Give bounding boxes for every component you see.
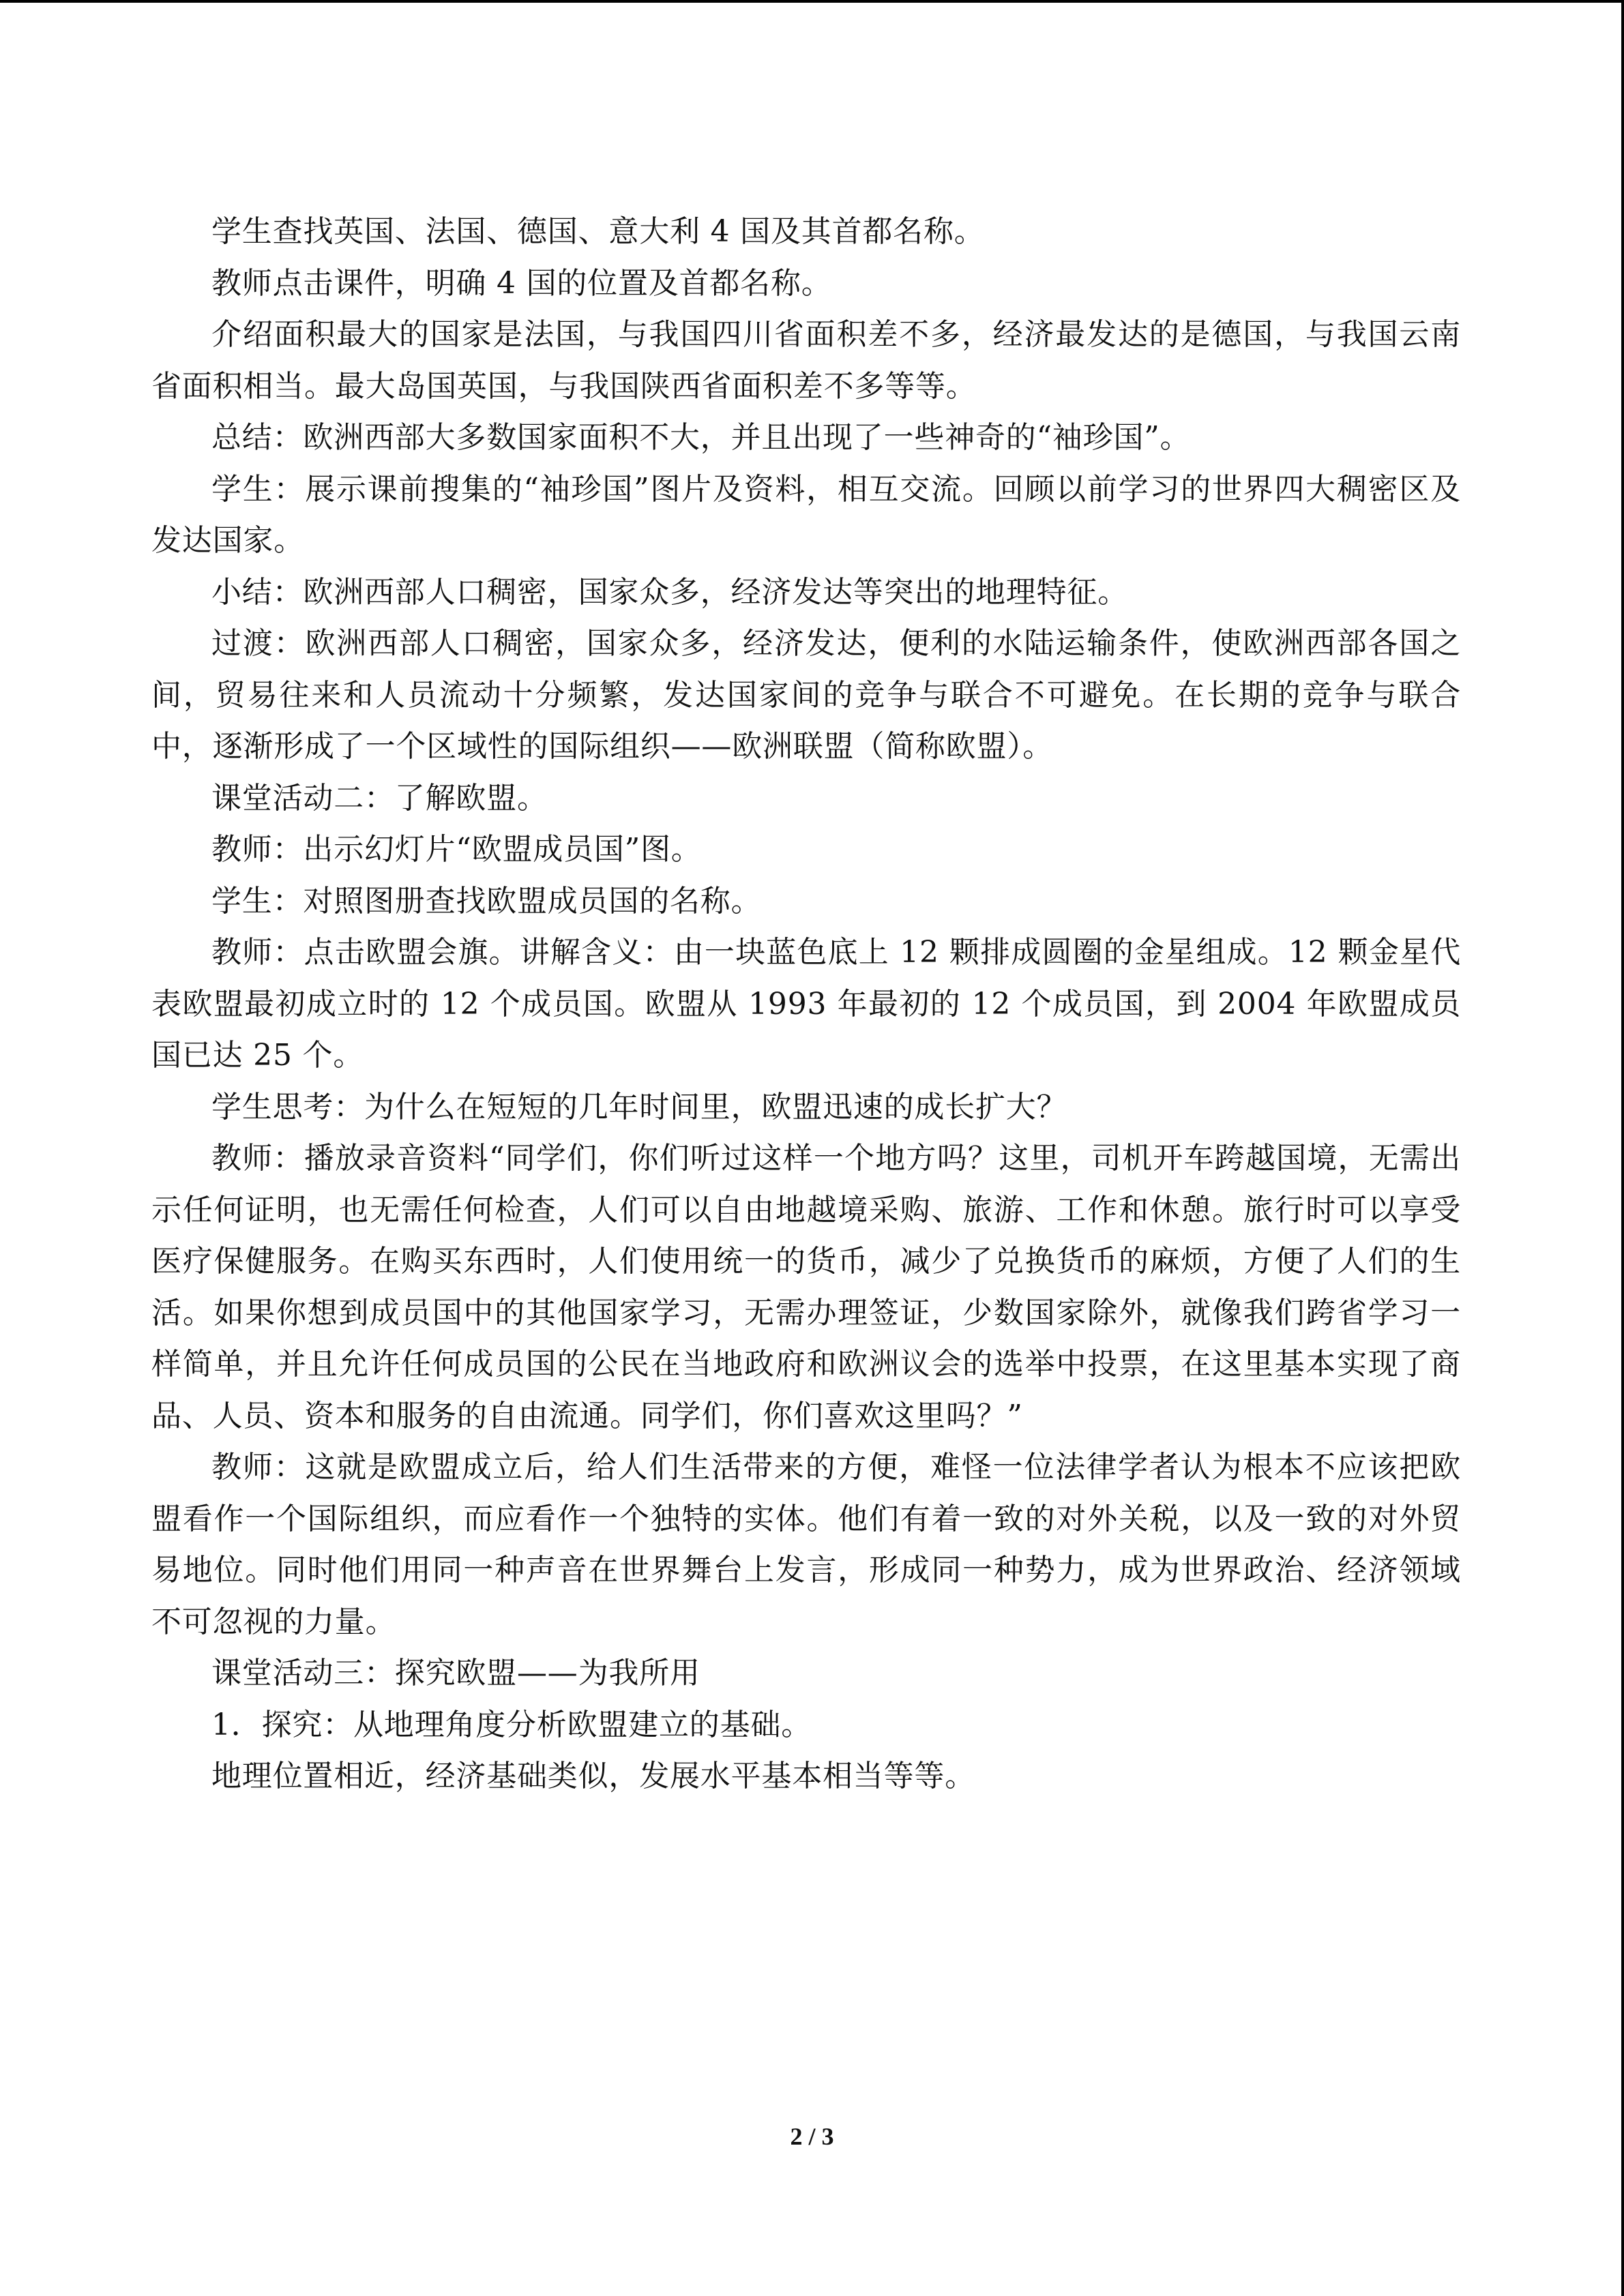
- paragraph: 介绍面积最大的国家是法国，与我国四川省面积差不多，经济最发达的是德国，与我国云南省面积相当。最大岛国英国，与我国陕西省面积差不多等等。: [151, 317, 1461, 404]
- top-border: [0, 0, 1624, 3]
- paragraph: 教师：这就是欧盟成立后，给人们生活带来的方便，难怪一位法律学者认为根本不应该把欧盟看作一个国际组织，而应看作一个独特的实体。他们有着一致的对外关税，以及一致的对外贸易地位。同时他们用同一种声音在世界舞台上发言，形成同一种势力，成为世界政治、经济领域不可忽视的力量。: [151, 1450, 1461, 1639]
- paragraph: 教师：出示幻灯片“欧盟成员国”图。: [211, 832, 702, 867]
- paragraph: 1．探究：从地理角度分析欧盟建立的基础。: [211, 1707, 812, 1742]
- paragraph: 小结：欧洲西部人口稠密，国家众多，经济发达等突出的地理特征。: [211, 574, 1128, 610]
- body-text: [151, 206, 1461, 1802]
- paragraph: 总结：欧洲西部大多数国家面积不大，并且出现了一些神奇的“袖珍国”。: [211, 420, 1191, 455]
- paragraph: 教师：点击欧盟会旗。讲解含义：由一块蓝色底上 12 颗排成圆圈的金星组成。12 颗金星代表欧盟最初成立时的 12 个成员国。欧盟从 1993 年最初的 12 个成员国，到 2004 年欧盟成员国已达 25 个。: [151, 935, 1461, 1073]
- paragraph: 地理位置相近，经济基础类似，发展水平基本相当等等。: [211, 1759, 975, 1793]
- section-heading: 课堂活动二：了解欧盟。: [211, 780, 548, 816]
- paragraph: 教师：播放录音资料“同学们，你们听过这样一个地方吗？这里，司机开车跨越国境，无需出示任何证明，也无需任何检查，人们可以自由地越境采购、旅游、工作和休憩。旅行时可以享受医疗保健服务。在购买东西时，人们使用统一的货币，减少了兑换货币的麻烦，方便了人们的生活。如果你想到成员国中的其他国家学习，无需办理签证，少数国家除外，就像我们跨省学习一样简单，并且允许任何成员国的公民在当地政府和欧洲议会的选举中投票，在这里基本实现了商品、人员、资本和服务的自由流通。同学们，你们喜欢这里吗？”: [151, 1141, 1461, 1433]
- paragraph: 学生查找英国、法国、德国、意大利 4 国及其首都名称。: [211, 214, 985, 249]
- paragraph: 过渡：欧洲西部人口稠密，国家众多，经济发达，便利的水陆运输条件，使欧洲西部各国之间，贸易往来和人员流动十分频繁，发达国家间的竞争与联合不可避免。在长期的竞争与联合中，逐渐形成了一个区域性的国际组织——欧洲联盟（简称欧盟）。: [151, 626, 1461, 764]
- section-heading: 课堂活动三：探究欧盟——为我所用: [211, 1656, 700, 1690]
- right-border: [1621, 0, 1624, 2296]
- paragraph: 学生：对照图册查找欧盟成员国的名称。: [211, 883, 762, 919]
- paragraph: 学生思考：为什么在短短的几年时间里，欧盟迅速的成长扩大？: [211, 1089, 1067, 1124]
- paragraph: 教师点击课件，明确 4 国的位置及首都名称。: [211, 265, 832, 301]
- paragraph: 学生：展示课前搜集的“袖珍国”图片及资料，相互交流。回顾以前学习的世界四大稠密区及发达国家。: [151, 471, 1461, 558]
- page-number: 2 / 3: [790, 2123, 834, 2150]
